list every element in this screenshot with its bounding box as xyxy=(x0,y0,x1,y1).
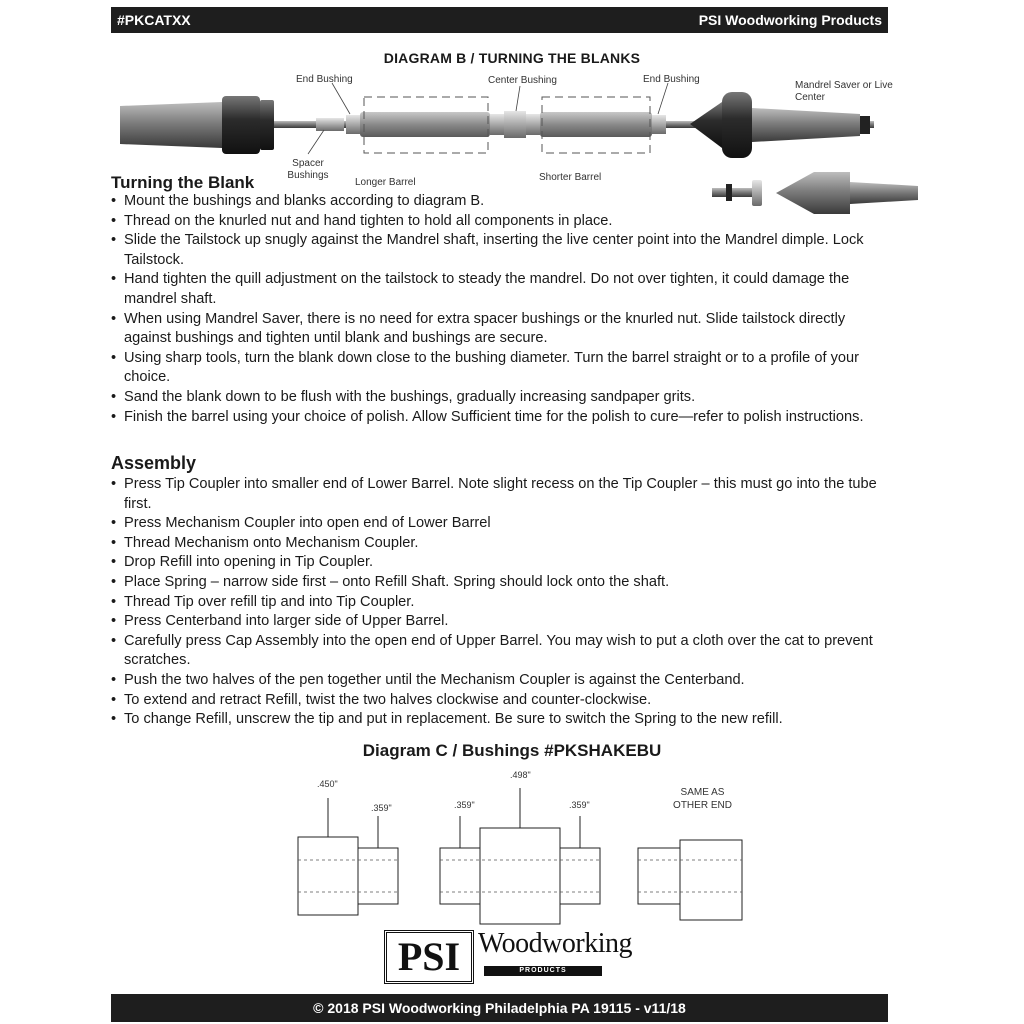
bushing-right-large xyxy=(680,840,742,920)
label-end-bushing-left: End Bushing xyxy=(296,74,353,85)
shorter-barrel-blank xyxy=(540,112,652,137)
dim-same-as-other-end: SAME AS OTHER END xyxy=(673,787,732,811)
dim-left-small: .359" xyxy=(371,803,392,813)
bushing-center-right xyxy=(560,848,600,904)
assembly-steps-list xyxy=(111,475,891,730)
assembly-section-title: Assembly xyxy=(111,453,197,473)
list-item: • Press Centerband into larger side of Upper Barrel. xyxy=(111,612,891,632)
brand-name: PSI Woodworking Products xyxy=(698,12,882,28)
list-item: • Slide the Tailstock up snugly against the Mandrel shaft, inserting the live center point into the Mandrel dimple. Lock Tailstock. xyxy=(111,231,891,270)
list-item: • Press Tip Coupler into smaller end of Lower Barrel. Note slight recess on the Tip Coupler – this must go into the tube first. xyxy=(111,475,891,514)
list-item: • Sand the blank down to be flush with the bushings, gradually increasing sandpaper grits. xyxy=(111,388,891,408)
list-item: • Press Mechanism Coupler into open end of Lower Barrel xyxy=(111,514,891,534)
list-item: • Push the two halves of the pen together until the Mechanism Coupler is against the Centerband. xyxy=(111,671,891,691)
list-item: • To change Refill, unscrew the tip and put in replacement. Be sure to switch the Spring to the new refill. xyxy=(111,710,891,730)
psi-logo xyxy=(384,928,633,990)
list-item: • Using sharp tools, turn the blank down close to the bushing diameter. Turn the barrel straight or to a profile of your choice. xyxy=(111,349,891,388)
list-item: • Finish the barrel using your choice of polish. Allow Sufficient time for the polish to cure—refer to polish instructions. xyxy=(111,408,891,428)
label-center-bushing: Center Bushing xyxy=(488,75,557,86)
list-item: • To extend and retract Refill, twist the two halves clockwise and counter-clockwise. xyxy=(111,691,891,711)
footer-bar: © 2018 PSI Woodworking Philadelphia PA 19115 - v11/18 xyxy=(111,994,888,1022)
logo-word: Woodworking xyxy=(478,928,633,959)
center-bushing xyxy=(490,114,504,135)
list-item: • Drop Refill into opening in Tip Coupler. xyxy=(111,553,891,573)
turning-steps-list xyxy=(111,192,891,427)
bushing-center-left xyxy=(440,848,480,904)
spacer-bushings xyxy=(316,118,344,131)
list-item: • When using Mandrel Saver, there is no need for extra spacer bushings or the knurled nut. Slide tailstock directly against bushings and tighten until blank and bushings are secure. xyxy=(111,310,891,349)
dim-left-large: .450" xyxy=(317,779,338,789)
morse-taper xyxy=(120,102,222,148)
diagram-b-title: DIAGRAM B / TURNING THE BLANKS xyxy=(383,50,641,66)
list-item: • Mount the bushings and blanks according to diagram B. xyxy=(111,192,891,212)
longer-barrel-blank xyxy=(360,112,490,137)
bushing-right-small xyxy=(638,848,680,904)
logo-sub: PRODUCTS xyxy=(484,966,602,976)
dim-center-large: .498" xyxy=(510,770,531,780)
label-longer-barrel: Longer Barrel xyxy=(355,177,416,188)
dim-center-right: .359" xyxy=(569,800,590,810)
dim-center-left: .359" xyxy=(454,800,475,810)
bushing-left-small xyxy=(358,848,398,904)
end-bushing-right xyxy=(652,115,666,134)
label-mandrel-saver: Mandrel Saver or Live Center xyxy=(795,80,893,103)
product-code: #PKCATXX xyxy=(117,12,191,28)
list-item: • Place Spring – narrow side first – onto Refill Shaft. Spring should lock onto the shaft. xyxy=(111,573,891,593)
list-item: • Thread Mechanism onto Mechanism Coupler. xyxy=(111,534,891,554)
drive-collar xyxy=(222,96,260,154)
end-bushing-left xyxy=(346,115,360,134)
bushing-left-large xyxy=(298,837,358,915)
list-item: • Carefully press Cap Assembly into the open end of Upper Barrel. You may wish to put a cloth over the cat to prevent scratches. xyxy=(111,632,891,671)
label-spacer-bushings: Spacer Bushings xyxy=(287,158,329,181)
label-shorter-barrel: Shorter Barrel xyxy=(539,172,602,183)
diagram-c-title: Diagram C / Bushings #PKSHAKEBU xyxy=(362,741,662,760)
bushing-center-large xyxy=(480,828,560,924)
turning-section-title: Turning the Blank xyxy=(111,173,255,192)
logo-mark: PSI xyxy=(384,930,474,984)
header-bar xyxy=(111,7,888,33)
live-center-cone xyxy=(690,102,722,148)
list-item: • Thread on the knurled nut and hand tighten to hold all components in place. xyxy=(111,212,891,232)
list-item: • Thread Tip over refill tip and into Tip Coupler. xyxy=(111,593,891,613)
live-center-body xyxy=(722,92,752,158)
list-item: • Hand tighten the quill adjustment on the tailstock to steady the mandrel. Do not over tighten, it could damage the mandrel shaft. xyxy=(111,270,891,309)
label-end-bushing-right: End Bushing xyxy=(643,74,700,85)
